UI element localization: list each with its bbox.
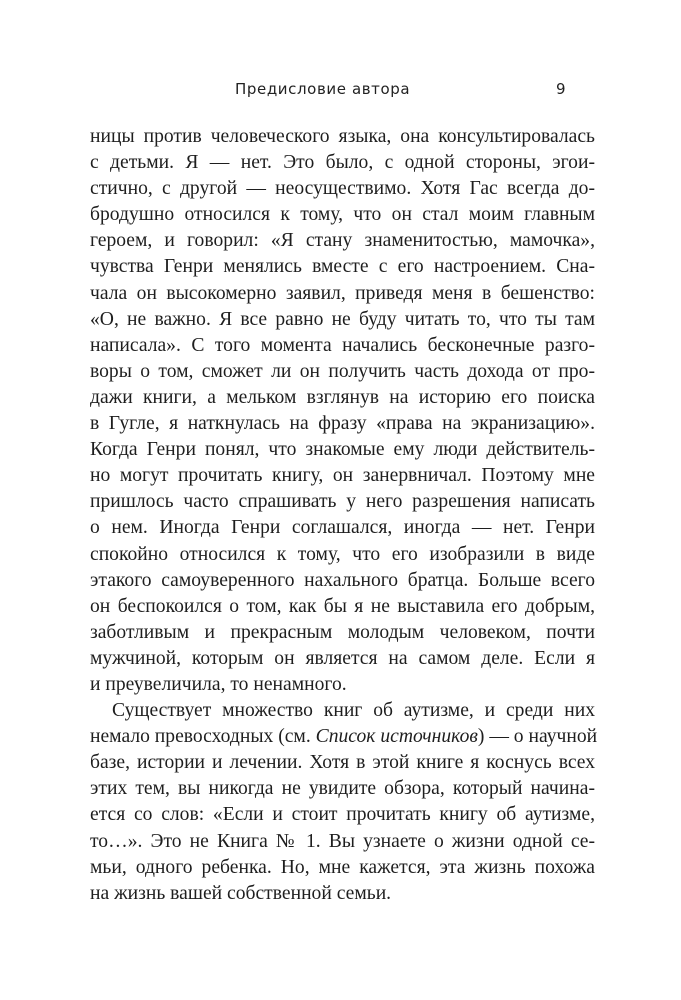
text-fragment: ) — о научной	[477, 726, 598, 748]
paragraph-1	[90, 124, 595, 698]
text-line: ницы против человеческого языка, она консультировалась	[90, 126, 595, 147]
text-line: в Гугле, я наткнулась на фразу «права на экранизацию».	[90, 413, 595, 435]
text-line: стично, с другой — неосуществимо. Хотя Гас всегда до-	[90, 178, 595, 200]
text-line: этакого самоуверенного нахального братца. Больше всего	[90, 569, 595, 591]
text-line: но могут прочитать книгу, он занервничал. Поэтому мне	[90, 465, 595, 487]
text-line: написала». С того момента начались бесконечные разго-	[90, 334, 595, 356]
text-line: на жизнь вашей собственной семьи.	[90, 882, 392, 904]
text-line: то…». Это не Книга № 1. Вы узнаете о жизни одной се-	[90, 830, 595, 852]
text-line: спокойно относился к тому, что его изобразили в виде	[90, 543, 595, 565]
text-line: Существует множество книг об аутизме, и среди них	[112, 700, 595, 722]
text-line: Когда Генри понял, что знакомые ему люди действитель-	[90, 439, 595, 461]
text-line: воры о том, сможет ли он получить часть дохода от про-	[90, 360, 595, 382]
text-line: бродушно относился к тому, что он стал моим главным	[90, 204, 595, 226]
text-line: чувства Генри менялись вместе с его настроением. Сна-	[90, 256, 595, 278]
text-line: базе, истории и лечении. Хотя в этой книге я коснусь всех	[90, 752, 595, 774]
text-line: этих тем, вы никогда не увидите обзора, который начина-	[90, 778, 595, 800]
text-line: и преувеличила, то ненамного.	[90, 673, 347, 695]
text-line-with-reference	[90, 724, 598, 750]
paragraph-2	[90, 698, 598, 907]
text-line: он беспокоился о том, как бы я не выставила его добрым,	[90, 595, 595, 617]
text-line: о нем. Иногда Генри соглашался, иногда — нет. Генри	[90, 517, 595, 539]
text-line: с детьми. Я — нет. Это было, с одной стороны, эгои-	[90, 152, 595, 174]
text-line: заботливым и прекрасным молодым человеком, почти	[90, 621, 595, 643]
text-line: чала он высокомерно заявил, приведя меня в бешенство:	[90, 282, 595, 304]
sources-reference: Список источников	[315, 726, 478, 748]
text-line: мьи, одного ребенка. Но, мне кажется, эта жизнь похожа	[90, 856, 595, 878]
body-text	[90, 124, 598, 907]
running-title: Предисловие автора	[235, 80, 411, 98]
page-number: 9	[556, 80, 566, 98]
text-line: героем, и говорил: «Я стану знаменитостью, мамочка»,	[90, 230, 595, 252]
text-line: дажи книги, а мельком взглянув на историю его поиска	[90, 386, 595, 408]
page-header	[0, 80, 681, 104]
text-line: пришлось часто спрашивать у него разрешения написать	[90, 491, 595, 513]
text-line: «О, не важно. Я все равно не буду читать то, что ты там	[90, 308, 595, 330]
text-line: ется со слов: «Если и стоит прочитать книгу об аутизме,	[90, 804, 595, 826]
text-fragment: немало превосходных (см.	[90, 726, 316, 748]
text-line: мужчиной, которым он является на самом деле. Если я	[90, 647, 595, 669]
